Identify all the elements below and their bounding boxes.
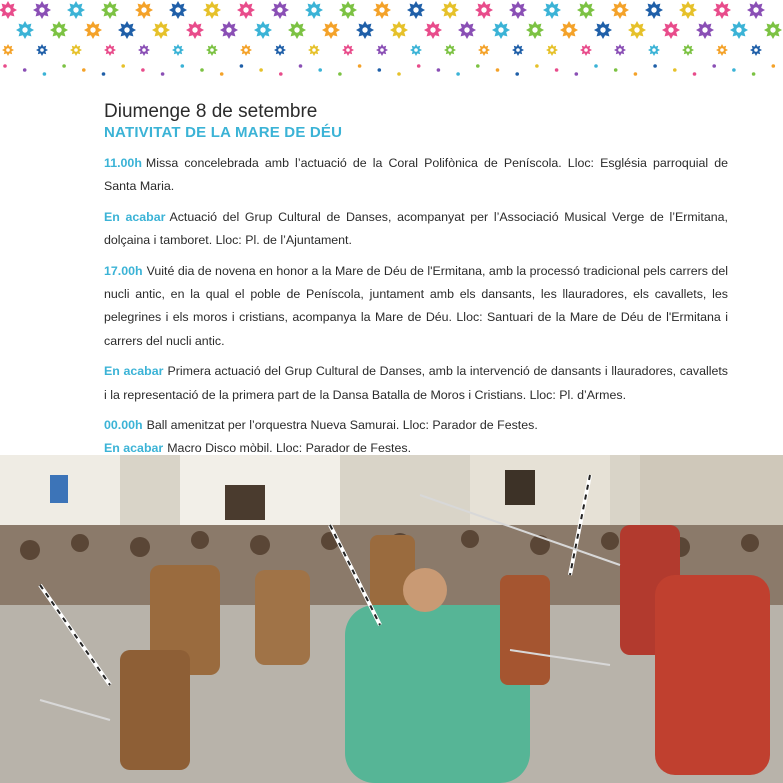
pattern-star-center [719,7,724,12]
pattern-dot [693,72,697,76]
schedule-entry [104,360,728,407]
folk-dance-photo [0,455,783,783]
pattern-star-center [6,48,10,52]
pattern-star-center [73,7,78,12]
pattern-star-center [158,27,163,32]
pattern-star-center [56,27,61,32]
pattern-star-center [39,7,44,12]
pattern-dot [515,72,519,76]
pattern-dot [476,64,480,68]
pattern-star-center [244,48,248,52]
pattern-dot [594,64,598,68]
pattern-star-center [141,7,146,12]
pattern-star-center [312,48,316,52]
pattern-dot [437,68,441,72]
entry-text: Primera actuació del Grup Cultural de Danses, amb la intervenció de dansants i llauradores, cavallets i la representació de la primera part de la Dansa Batalla de Moros i Cristians. Lloc: Pl. d’Armes. [104,364,728,402]
pattern-dot [200,68,204,72]
pattern-dot [181,64,185,68]
pattern-dot [279,72,283,76]
pattern-dot [712,64,716,68]
pattern-dot [240,64,244,68]
pattern-star-center [600,27,605,32]
entry-text: Missa concelebrada amb l’actuació de la Coral Polifònica de Peníscola. Lloc: Església parroquial de Santa Maria. [104,156,728,194]
entry-text: Macro Disco mòbil. Lloc: Parador de Festes. [167,441,412,456]
pattern-dot [259,68,263,72]
pattern-star-center [532,27,537,32]
pattern-dot [653,64,657,68]
pattern-dot [535,64,539,68]
pattern-star-center [754,48,758,52]
pattern-star-center [277,7,282,12]
pattern-star-center [584,48,588,52]
pattern-dot [338,72,342,76]
pattern-star-center [498,27,503,32]
pattern-star-center [583,7,588,12]
pattern-dot [62,64,66,68]
pattern-star-center [668,27,673,32]
pattern-star-center [549,7,554,12]
pattern-star-center [90,27,95,32]
pattern-dot [3,64,7,68]
pattern-star-center [652,48,656,52]
pattern-star-center [345,7,350,12]
pattern-star-center [685,7,690,12]
pattern-star-center [686,48,690,52]
entry-time: En acabar [104,209,166,224]
pattern-dot [23,68,27,72]
pattern-dot [43,72,47,76]
pattern-star-center [226,27,231,32]
pattern-dot [397,72,401,76]
pattern-dot [318,68,322,72]
entry-time: 00.00h [104,418,143,433]
decorative-star-pattern [0,0,783,80]
pattern-star-center [447,7,452,12]
pattern-star-center [516,48,520,52]
schedule-entry [104,414,728,437]
pattern-star-center [328,27,333,32]
entry-time: 11.00h [104,156,142,170]
pattern-star-center [481,7,486,12]
pattern-star-center [720,48,724,52]
entry-text: Actuació del Grup Cultural de Danses, acompanyat per l’Associació Musical Verge de l’Ermitana, dolçaina i tamboret. Lloc: Pl. de l’Ajuntament. [104,209,728,248]
pattern-dot [614,68,618,72]
pattern-dot [772,64,776,68]
event-title: NATIVITAT DE LA MARE DE DÉU [104,124,343,141]
pattern-star-center [210,48,214,52]
schedule-entry [104,206,728,253]
entry-time: En acabar [104,441,164,456]
pattern-star-center [5,7,10,12]
pattern-star-center [464,27,469,32]
entry-time: 17.00h [104,263,143,278]
program-content [104,100,728,461]
pattern-star-center [448,48,452,52]
schedule-entry [104,152,728,199]
schedule-entry [104,260,728,354]
pattern-star-center [40,48,44,52]
entry-time: En acabar [104,364,164,379]
pattern-dot [82,68,86,72]
pattern-star-center [108,48,112,52]
pattern-star-center [414,48,418,52]
pattern-dot [417,64,421,68]
pattern-dot [220,72,224,76]
pattern-star-center [74,48,78,52]
pattern-star-center [22,27,27,32]
pattern-star-center [651,7,656,12]
pattern-star-center [770,27,775,32]
pattern-star-center [260,27,265,32]
pattern-dot [299,64,303,68]
pattern-star-center [362,27,367,32]
pattern-star-center [515,7,520,12]
pattern-star-center [634,27,639,32]
photo-illustration [0,455,783,783]
pattern-star-center [430,27,435,32]
pattern-dot [141,68,145,72]
pattern-dot [732,68,736,72]
pattern-star-center [107,7,112,12]
pattern-star-center [142,48,146,52]
pattern-star-center [243,7,248,12]
pattern-star-center [618,48,622,52]
pattern-star-center [176,48,180,52]
pattern-dot [102,72,106,76]
pattern-star-center [482,48,486,52]
pattern-star-center [192,27,197,32]
pattern-dot [378,68,382,72]
pattern-dot [121,64,125,68]
pattern-dot [358,64,362,68]
pattern-star-center [753,7,758,12]
pattern-star-center [702,27,707,32]
pattern-star-center [396,27,401,32]
pattern-star-center [346,48,350,52]
pattern-star-center [175,7,180,12]
pattern-star-center [550,48,554,52]
pattern-dot [456,72,460,76]
entry-text: Ball amenitzat per l’orquestra Nueva Samurai. Lloc: Parador de Festes. [146,418,538,433]
pattern-star-center [380,48,384,52]
pattern-dot [673,68,677,72]
pattern-star-center [566,27,571,32]
pattern-star-center [379,7,384,12]
pattern-dot [161,72,165,76]
pattern-dot [555,68,559,72]
pattern-dot [496,68,500,72]
pattern-star-center [736,27,741,32]
pattern-star-center [311,7,316,12]
pattern-star-center [209,7,214,12]
pattern-dot [575,72,579,76]
pattern-star-center [124,27,129,32]
pattern-star-center [617,7,622,12]
entry-text: Vuité dia de novena en honor a la Mare de Déu de l'Ermitana, amb la processó tradicional pels carrers del nucli antic, en la qual el poble de Peníscola, juntament amb els dansants, les llauradores, els cavallets, les pelegrines i els moros i cristians, acompanya la Mare de Déu. Lloc: Santuari de la Mare de Déu de l'Ermitana i carrers del nucli antic. [104,263,728,348]
pattern-dot [634,72,638,76]
pattern-star-center [278,48,282,52]
pattern-dot [752,72,756,76]
date-title: Diumenge 8 de setembre [104,101,318,122]
pattern-star-center [413,7,418,12]
pattern-star-center [294,27,299,32]
